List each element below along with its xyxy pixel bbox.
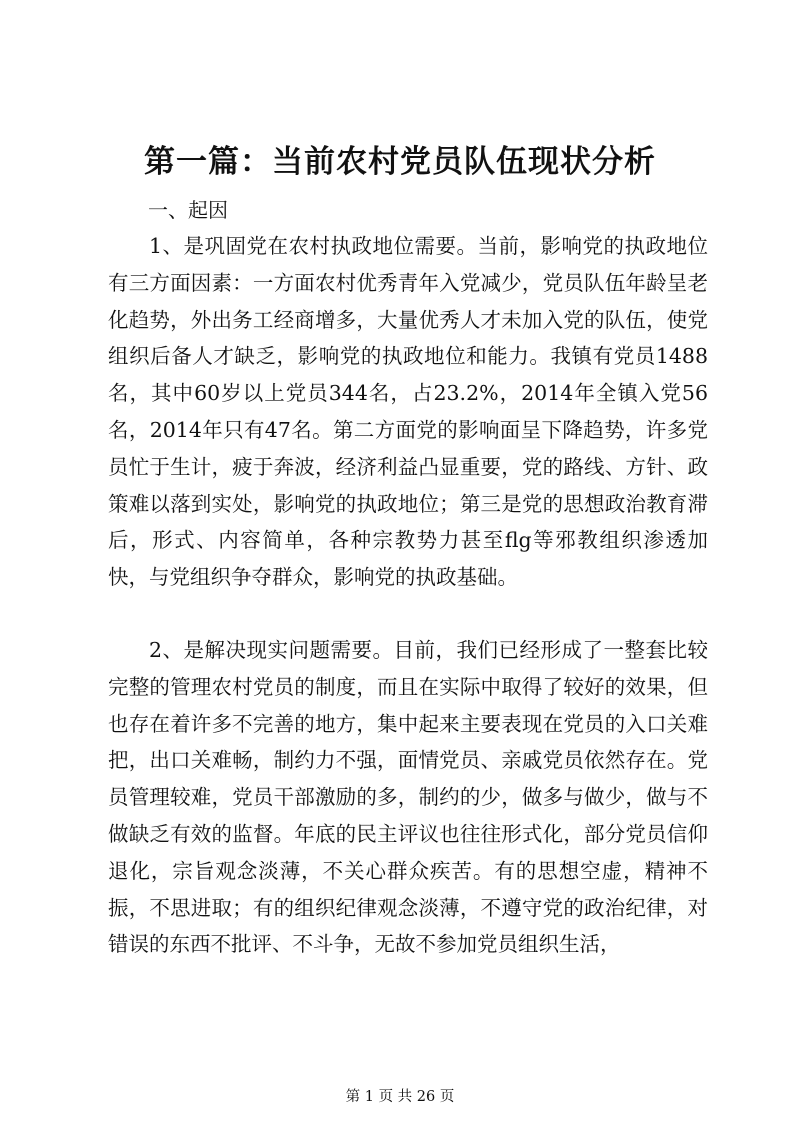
paragraph-1: 1、是巩固党在农村执政地位需要。当前，影响党的执政地位有三方面因素：一方面农村优秀青年入党减少，党员队伍年龄呈老化趋势，外出务工经商增多，大量优秀人才未加入党的队伍，使党组织后备人才缺乏，影响党的执政地位和能力。我镇有党员1488名，其中60岁以上党员344名，占23.2%，2014年全镇入党56名，2014年只有47名。第二方面党的影响面呈下降趋势，许多党员忙于生计，疲于奔波，经济利益凸显重要，党的路线、方针、政策难以落到实处，影响党的执政地位；第三是党的思想政治教育滞后，形式、内容简单，各种宗教势力甚至flg等邪教组织渗透加快，与党组织争夺群众，影响党的执政基础。 — [108, 234, 708, 590]
paragraph-2: 2、是解决现实问题需要。目前，我们已经形成了一整套比较完整的管理农村党员的制度，而且在实际中取得了较好的效果，但也存在着许多不完善的地方，集中起来主要表现在党员的入口关难把，出口关难畅，制约力不强，面情党员、亲戚党员依然存在。党员管理较难，党员干部激励的多，制约的少，做多与做少，做与不做缺乏有效的监督。年底的民主评议也往往形式化，部分党员信仰退化，宗旨观念淡薄，不关心群众疾苦。有的思想空虚，精神不振，不思进取；有的组织纪律观念淡薄，不遵守党的政治纪律，对错误的东西不批评、不斗争，无故不参加党员组织生活， — [108, 638, 708, 957]
document-title: 第一篇：当前农村党员队伍现状分析 — [144, 144, 656, 180]
section-heading: 一、起因 — [148, 198, 228, 222]
page-footer: 第 1 页 共 26 页 — [345, 1089, 455, 1105]
